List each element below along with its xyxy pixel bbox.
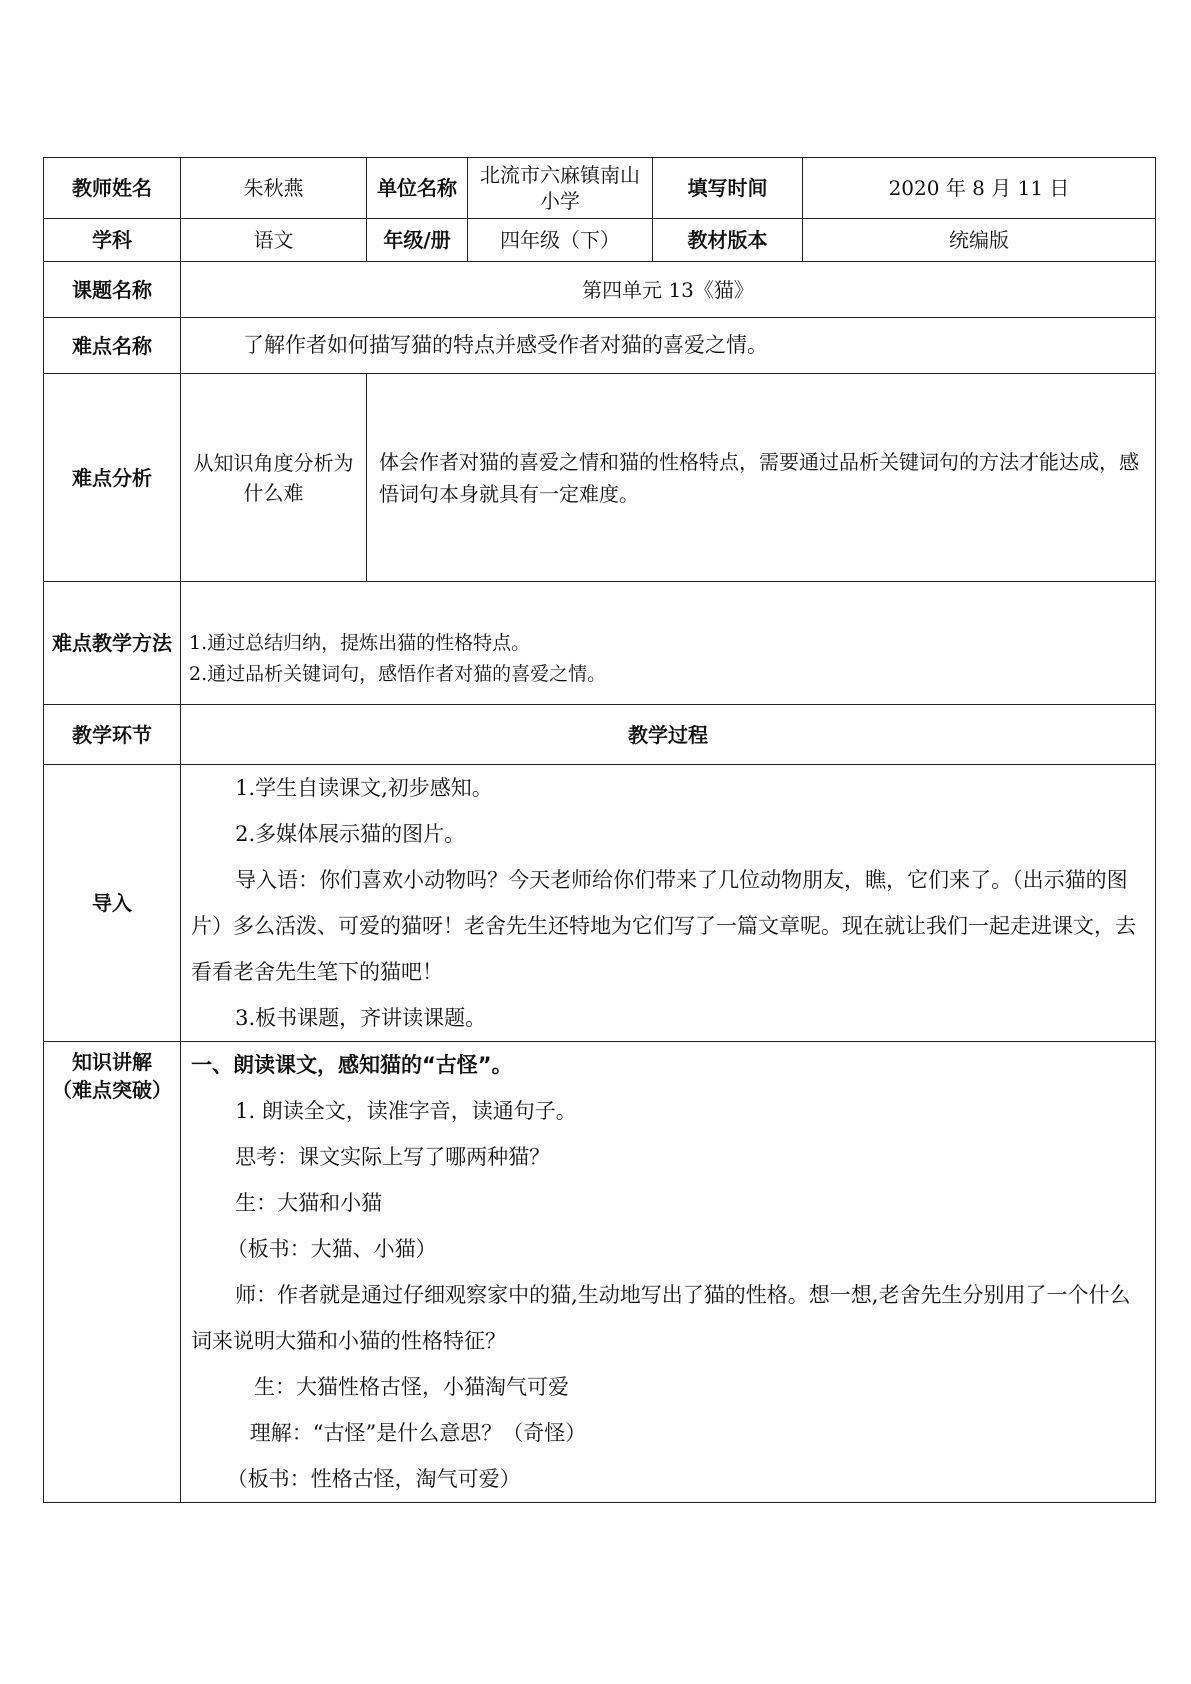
topic-value: 第四单元 13《猫》 (181, 262, 1156, 318)
knowledge-line: 生：大猫和小猫 (235, 1191, 383, 1215)
methods-item: 2.通过品析关键词句，感悟作者对猫的喜爱之情。 (189, 663, 607, 685)
lesson-plan-table (43, 157, 1156, 1503)
knowledge-line: 思考：课文实际上写了哪两种猫？ (235, 1145, 551, 1169)
row-analysis (44, 374, 1156, 582)
row-difficulty (44, 318, 1156, 374)
topic-label: 课题名称 (44, 262, 181, 318)
analysis-sub-label: 从知识角度分析为什么难 (181, 374, 367, 582)
row-methods (44, 582, 1156, 705)
analysis-label: 难点分析 (44, 374, 181, 582)
teacher-name-value: 朱秋燕 (181, 158, 367, 219)
knowledge-paragraph: 师：作者就是通过仔细观察家中的猫,生动地写出了猫的性格。想一想,老舍先生分别用了一个什么词来说明大猫和小猫的性格特征？ (191, 1283, 1131, 1353)
knowledge-section-title: 一、朗读课文，感知猫的“古怪”。 (191, 1053, 513, 1077)
row-subject-info (44, 219, 1156, 262)
knowledge-line: （板书：性格古怪，淘气可爱） (226, 1467, 521, 1491)
knowledge-line: 理解：“古怪”是什么意思？（奇怪） (249, 1421, 587, 1445)
unit-name-label: 单位名称 (367, 158, 468, 219)
difficulty-label: 难点名称 (44, 318, 181, 374)
grade-label: 年级/册 (367, 219, 468, 262)
edition-value: 统编版 (803, 219, 1156, 262)
subject-label: 学科 (44, 219, 181, 262)
edition-label: 教材版本 (653, 219, 803, 262)
methods-list (181, 582, 1156, 705)
knowledge-content (181, 1042, 1156, 1503)
teacher-name-label: 教师姓名 (44, 158, 181, 219)
intro-paragraph: 导入语：你们喜欢小动物吗？今天老师给你们带来了几位动物朋友，瞧，它们来了。（出示猫的图片）多么活泼、可爱的猫呀！老舍先生还特地为它们写了一篇文章呢。现在就让我们一起走进课文，去看看老舍先生笔下的猫吧！ (191, 868, 1136, 984)
subject-value: 语文 (181, 219, 367, 262)
knowledge-label-line2: （难点突破） (52, 1078, 172, 1102)
difficulty-value: 了解作者如何描写猫的特点并感受作者对猫的喜爱之情。 (181, 318, 1156, 374)
fill-date-value: 2020 年 8 月 11 日 (803, 158, 1156, 219)
intro-line: 2.多媒体展示猫的图片。 (235, 822, 466, 846)
knowledge-label-line1: 知识讲解 (72, 1050, 152, 1074)
grade-value: 四年级（下） (468, 219, 653, 262)
row-topic (44, 262, 1156, 318)
process-header: 教学过程 (181, 705, 1156, 765)
intro-label: 导入 (44, 765, 181, 1042)
row-process-header (44, 705, 1156, 765)
fill-date-label: 填写时间 (653, 158, 803, 219)
intro-line: 1.学生自读课文,初步感知。 (235, 776, 493, 800)
methods-label: 难点教学方法 (44, 582, 181, 705)
stage-header: 教学环节 (44, 705, 181, 765)
knowledge-label (44, 1042, 181, 1503)
row-teacher-info (44, 158, 1156, 219)
knowledge-line: 1. 朗读全文，读准字音，读通句子。 (235, 1099, 577, 1123)
intro-content (181, 765, 1156, 1042)
row-knowledge (44, 1042, 1156, 1503)
row-intro (44, 765, 1156, 1042)
knowledge-line: 生：大猫性格古怪，小猫淘气可爱 (254, 1375, 569, 1399)
unit-name-value: 北流市六麻镇南山小学 (468, 158, 653, 219)
knowledge-line: （板书：大猫、小猫） (226, 1237, 437, 1261)
methods-item: 1.通过总结归纳，提炼出猫的性格特点。 (189, 632, 531, 654)
intro-line: 3.板书课题，齐讲读课题。 (235, 1006, 487, 1030)
analysis-value: 体会作者对猫的喜爱之情和猫的性格特点，需要通过品析关键词句的方法才能达成，感悟词句本身就具有一定难度。 (367, 374, 1156, 582)
